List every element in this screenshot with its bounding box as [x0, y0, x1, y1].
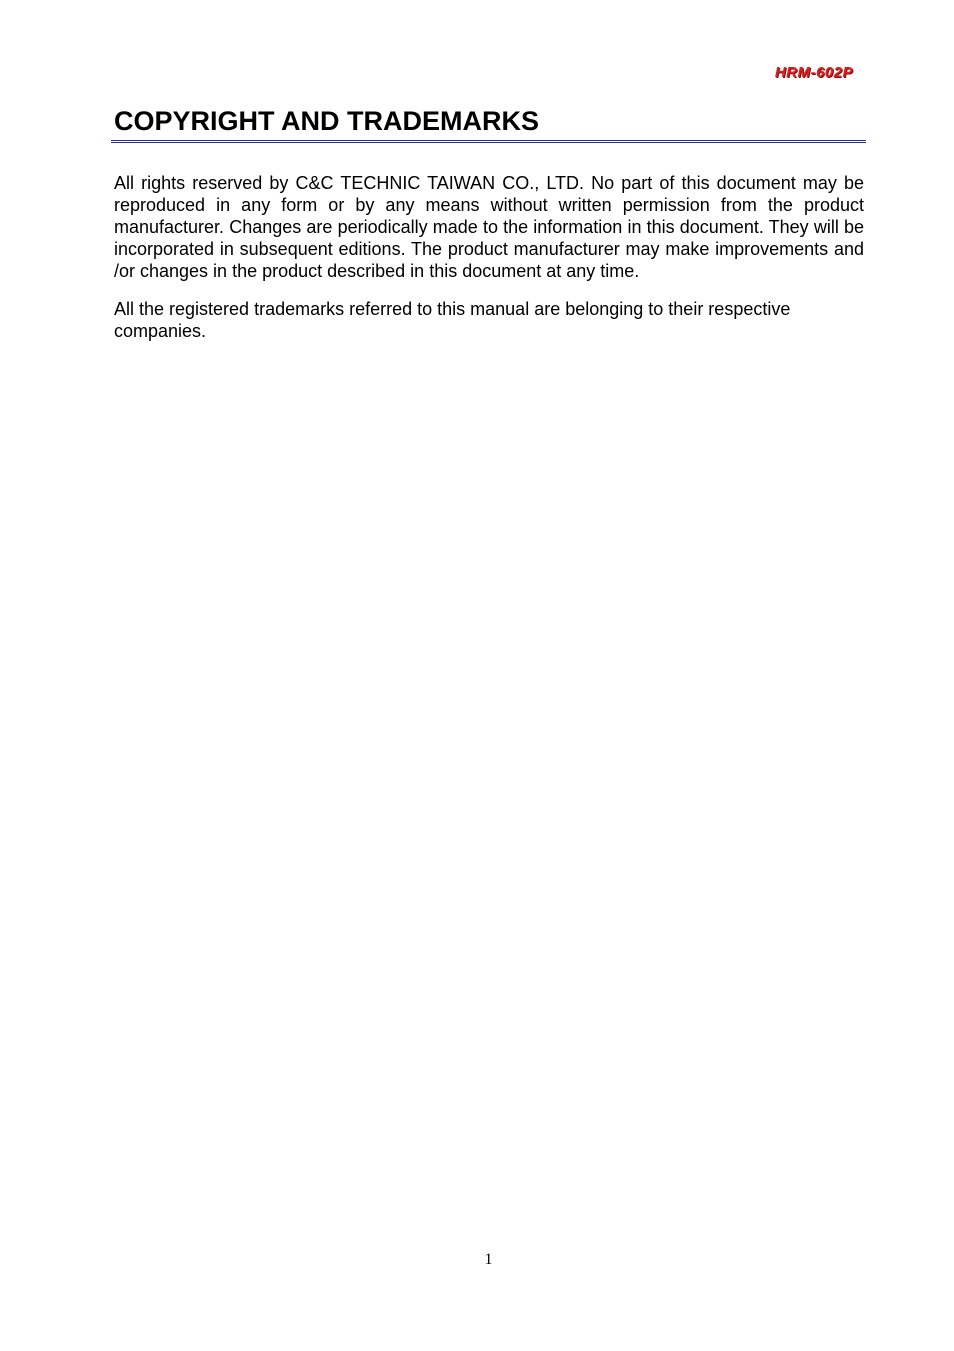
page-title: COPYRIGHT AND TRADEMARKS: [114, 106, 539, 136]
trademarks-paragraph: All the registered trademarks referred to this manual are belonging to their respective companies.: [114, 299, 791, 341]
document-body: [114, 172, 864, 358]
copyright-paragraph: All rights reserved by C&C TECHNIC TAIWAN CO., LTD. No part of this document may be reproduced in any form or by any means without written permission from the product manufacturer. Changes are periodically made to the information in this document. They will be incorporated in subsequent editions. The product manufacturer may make improvements and /or changes in the product described in this document at any time.: [114, 173, 864, 281]
page-number: 1: [484, 1251, 493, 1268]
header-model-label: HRM-602P: [774, 64, 853, 81]
title-underline-divider: [111, 140, 866, 143]
